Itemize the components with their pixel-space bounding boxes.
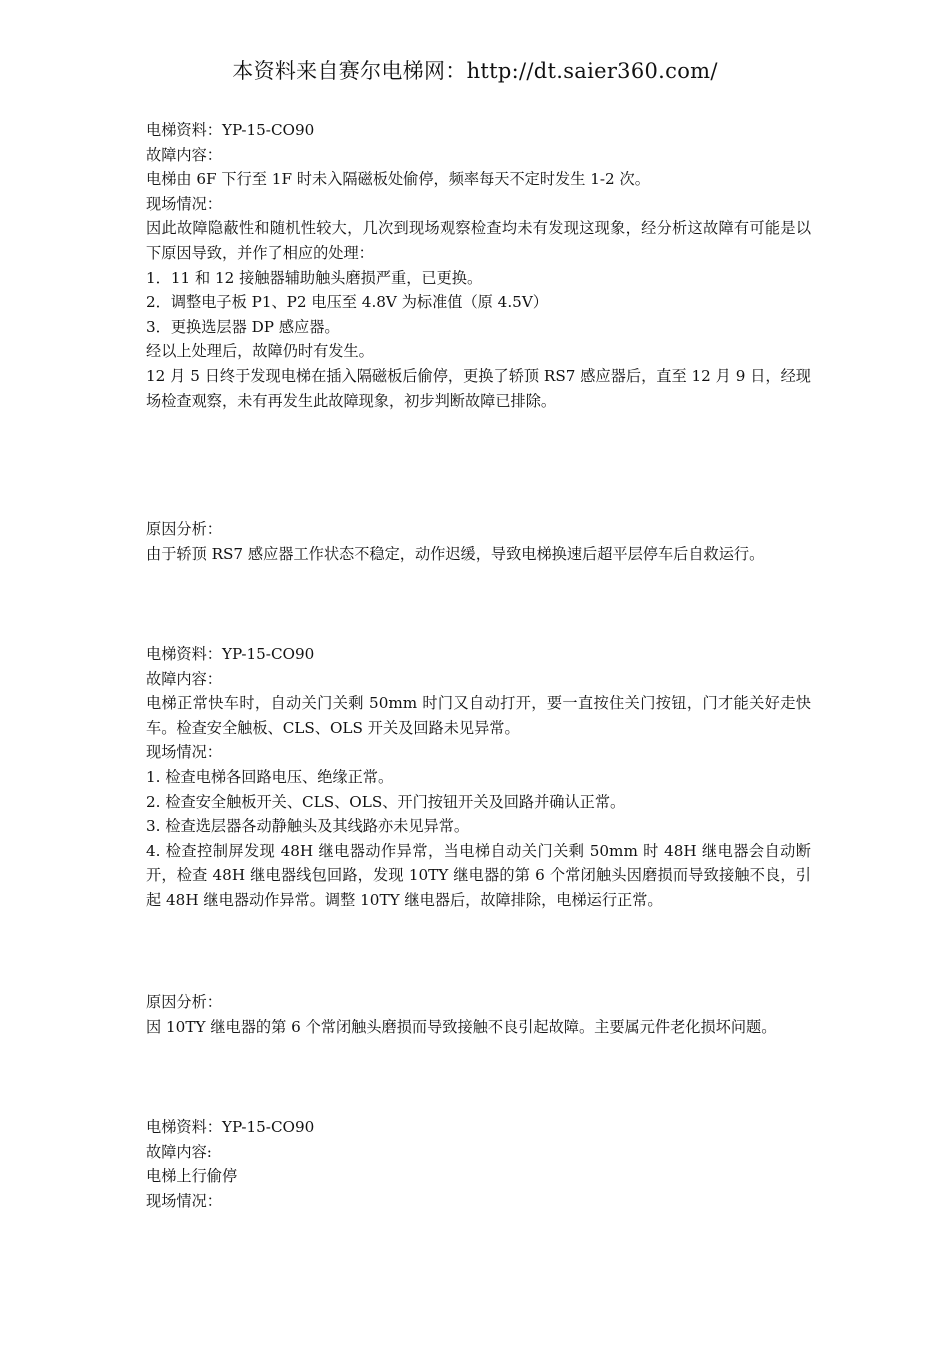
case-3-site-label: 现场情况： [146,1191,222,1210]
case-1-site-label: 现场情况： [146,194,222,213]
case-2-site-line: 3. 检查选层器各动静触头及其线路亦未见异常。 [146,817,470,836]
case-1-model: 电梯资料：YP-15-CO90 [146,121,315,139]
case-1-fault-label: 故障内容： [146,145,222,164]
case-3-model: 电梯资料：YP-15-CO90 [146,1118,315,1136]
case-3-fault-label: 故障内容: [146,1142,212,1161]
case-1-analysis [146,517,811,566]
case-2-cause-label: 原因分析： [146,993,222,1011]
case-1-site-line: 经以上处理后，故障仍时有发生。 [146,342,374,361]
case-1 [146,118,811,413]
case-1-cause: 由于轿顶 RS7 感应器工作状态不稳定，动作迟缓，导致电梯换速后超平层停车后自救运行。 [146,544,765,563]
case-2-fault-label: 故障内容： [146,669,222,688]
case-3 [146,1115,811,1213]
case-1-site-line: 12 月 5 日终于发现电梯在插入隔磁板后偷停，更换了轿顶 RS7 感应器后，直至 12 月 9 日，经现场检查观察，未有再发生此故障现象，初步判断故障已排除。 [146,366,811,410]
case-1-fault: 电梯由 6F 下行至 1F 时未入隔磁板处偷停，频率每天不定时发生 1-2 次。 [146,170,650,189]
case-2-model: 电梯资料：YP-15-CO90 [146,645,315,663]
case-2-cause: 因 10TY 继电器的第 6 个常闭触头磨损而导致接触不良引起故障。主要属元件老化损坏问题。 [146,1017,777,1036]
case-1-site-line: 因此故障隐蔽性和随机性较大，几次到现场观察检查均未有发现这现象，经分析这故障有可能是以下原因导致，并作了相应的处理： [146,219,811,262]
case-1-site-line: 1．11 和 12 接触器辅助触头磨损严重，已更换。 [146,268,483,287]
case-2-site-label: 现场情况： [146,743,222,762]
case-3-fault: 电梯上行偷停 [146,1167,238,1186]
case-2-site-line: 2. 检查安全触板开关、CLS、OLS、开门按钮开关及回路并确认正常。 [146,792,626,811]
case-2-fault: 电梯正常快车时，自动关门关剩 50mm 时门又自动打开，要一直按住关门按钮，门才能关好走快车。检查安全触板、CLS、OLS 开关及回路未见异常。 [146,694,811,737]
case-1-site-line: 2．调整电子板 P1、P2 电压至 4.8V 为标准值（原 4.5V） [146,293,548,312]
case-1-site-line: 3．更换选层器 DP 感应器。 [146,317,340,336]
case-2-analysis [146,990,811,1039]
page-header: 本资料来自赛尔电梯网：http://dt.saier360.com/ [232,59,718,83]
case-1-cause-label: 原因分析： [146,520,222,538]
case-2-site-line: 4. 检查控制屏发现 48H 继电器动作异常，当电梯自动关门关剩 50mm 时 48H 继电器会自动断开，检查 48H 继电器线包回路，发现 10TY 继电器的第 6 个常闭触头因磨损而导致接触不良，引起 48H 继电器动作异常。调整 10TY 继电器后，故障排除，电梯运行正常。 [146,841,811,909]
case-2 [146,642,811,913]
case-2-site-line: 1. 检查电梯各回路电压、绝缘正常。 [146,767,394,786]
